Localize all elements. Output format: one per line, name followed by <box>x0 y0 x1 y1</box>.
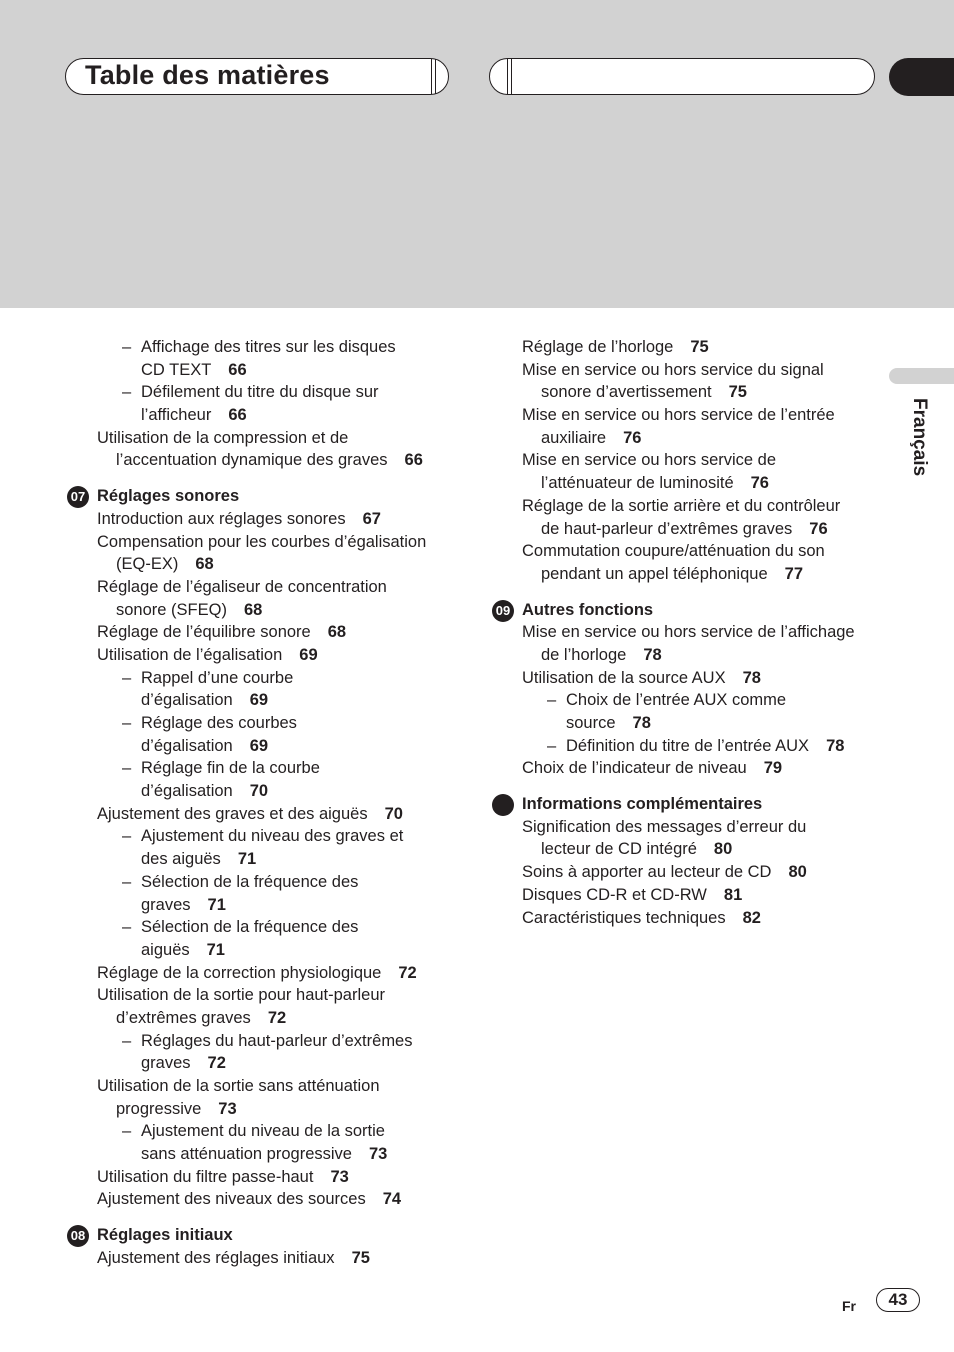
entry-page-number: 76 <box>750 474 769 493</box>
page-title: Table des matières <box>85 60 330 90</box>
entry-text: Réglage de l’égaliseur de concentration <box>97 577 387 596</box>
toc-entry[interactable] <box>491 336 891 359</box>
subentry-dash: – <box>122 338 132 356</box>
entry-text: Mise en service ou hors service de l’affichage <box>522 623 855 642</box>
entry-text: Réglage de l’équilibre sonore <box>97 623 311 642</box>
entry-page-number: 75 <box>728 383 747 402</box>
entry-text: Utilisation de la source AUX <box>522 668 726 687</box>
entry-text: sonore (SFEQ) <box>116 600 227 619</box>
toc-subentry[interactable] <box>66 336 466 359</box>
section-heading[interactable] <box>66 1224 466 1247</box>
entry-page-number: 67 <box>362 509 381 528</box>
entry-page-number: 66 <box>404 451 423 470</box>
toc-subentry[interactable] <box>66 381 466 404</box>
toc-entry[interactable] <box>66 621 466 644</box>
toc-entry[interactable] <box>491 757 891 780</box>
entry-page-number: 76 <box>623 428 642 447</box>
entry-text: Défilement du titre du disque sur <box>141 383 379 402</box>
entry-page-number: 73 <box>218 1099 237 1118</box>
toc-subentry[interactable] <box>66 894 466 917</box>
entry-text: Réglage fin de la courbe <box>141 759 320 778</box>
toc-entry[interactable] <box>491 495 891 518</box>
subentry-dash: – <box>122 759 132 778</box>
entry-text: l’accentuation dynamique des graves <box>116 451 388 470</box>
section-heading[interactable] <box>66 485 466 508</box>
toc-subentry[interactable] <box>66 1052 466 1075</box>
blank-header-box <box>489 58 875 95</box>
entry-text: auxiliaire <box>541 428 607 447</box>
entry-text: Réglage de la sortie arrière et du contrôleur <box>522 496 841 515</box>
entry-text: Réglage de l’horloge <box>522 338 674 356</box>
subentry-dash: – <box>122 668 132 687</box>
subentry-dash: – <box>547 736 557 755</box>
entry-text: Ajustement des réglages initiaux <box>97 1248 335 1267</box>
toc-entry[interactable] <box>491 621 891 644</box>
entry-page-number: 72 <box>207 1054 226 1073</box>
entry-text: Utilisation de la sortie sans atténuation <box>97 1077 380 1095</box>
entry-text: Réglage de la correction physiologique <box>97 963 382 982</box>
entry-page-number: 75 <box>690 338 709 356</box>
entry-text: Utilisation de la sortie pour haut-parleur <box>97 986 385 1005</box>
toc-entry[interactable] <box>491 540 891 563</box>
toc-entry[interactable] <box>66 644 466 667</box>
entry-text: Mise en service ou hors service de <box>522 451 777 470</box>
entry-text: Signification des messages d’erreur du <box>522 817 807 836</box>
entry-page-number: 75 <box>351 1248 370 1267</box>
toc-entry[interactable] <box>491 404 891 427</box>
entry-text: d’extrêmes graves <box>116 1008 251 1027</box>
toc-subentry[interactable] <box>66 735 466 758</box>
entry-text: des aiguës <box>141 850 221 869</box>
subentry-dash: – <box>122 827 132 846</box>
toc-subentry[interactable] <box>491 735 891 758</box>
title-box <box>65 58 449 95</box>
subentry-dash: – <box>122 872 132 891</box>
toc-entry[interactable] <box>66 1075 466 1098</box>
entry-text: (EQ-EX) <box>116 555 179 574</box>
entry-text: lecteur de CD intégré <box>541 840 697 859</box>
entry-text: graves <box>141 895 191 914</box>
section-number-badge: 08 <box>67 1225 89 1247</box>
entry-page-number: 74 <box>382 1190 402 1209</box>
entry-text: Soins à apporter au lecteur de CD <box>522 863 772 882</box>
entry-page-number: 81 <box>723 885 743 904</box>
entry-page-number: 78 <box>826 736 845 755</box>
entry-text: pendant un appel téléphonique <box>541 564 768 583</box>
subentry-dash: – <box>547 691 557 710</box>
entry-page-number: 71 <box>206 940 225 959</box>
toc-entry[interactable] <box>66 1166 466 1189</box>
entry-page-number: 68 <box>327 623 347 642</box>
entry-text: Introduction aux réglages sonores <box>97 509 346 528</box>
toc-entry[interactable] <box>66 1098 466 1121</box>
entry-page-number: 82 <box>742 908 761 927</box>
entry-text: Sélection de la fréquence des <box>141 872 359 891</box>
entry-text: d’égalisation <box>141 691 233 710</box>
toc-entry[interactable] <box>491 907 891 930</box>
section-title: Réglages initiaux <box>97 1226 233 1245</box>
entry-text: Commutation coupure/atténuation du son <box>522 542 825 561</box>
entry-page-number: 80 <box>788 863 807 882</box>
subentry-dash: – <box>122 1122 132 1141</box>
entry-text: d’égalisation <box>141 736 233 755</box>
entry-page-number: 76 <box>809 519 828 538</box>
entry-text: source <box>566 714 616 732</box>
toc-entry[interactable] <box>66 508 466 531</box>
entry-page-number: 73 <box>368 1145 388 1164</box>
toc-subentry[interactable] <box>66 689 466 712</box>
section-tab <box>889 58 954 96</box>
entry-text: l’atténuateur de luminosité <box>541 474 734 493</box>
toc-entry[interactable] <box>491 861 891 884</box>
entry-page-number: 69 <box>249 691 269 710</box>
entry-text: Sélection de la fréquence des <box>141 918 359 937</box>
toc-entry[interactable] <box>66 984 466 1007</box>
toc-subentry[interactable] <box>66 825 466 848</box>
toc-entry[interactable] <box>66 1007 466 1030</box>
toc-subentry[interactable] <box>491 712 891 735</box>
entry-page-number: 78 <box>632 714 651 732</box>
toc-subentry[interactable] <box>66 848 466 871</box>
entry-text: aiguës <box>141 940 190 959</box>
section-heading[interactable] <box>491 599 891 622</box>
toc-entry[interactable] <box>66 1247 466 1270</box>
toc-entry[interactable] <box>66 576 466 599</box>
toc-entry[interactable] <box>66 599 466 622</box>
toc-entry[interactable] <box>491 449 891 472</box>
entry-text: CD TEXT <box>141 360 212 379</box>
entry-text: sans atténuation progressive <box>141 1145 352 1164</box>
entry-page-number: 78 <box>742 668 761 687</box>
toc-subentry[interactable] <box>66 757 466 780</box>
language-label: Français <box>909 398 930 477</box>
entry-text: progressive <box>116 1099 202 1118</box>
toc-subentry[interactable] <box>66 712 466 735</box>
entry-text: Utilisation du filtre passe-haut <box>97 1167 314 1186</box>
entry-text: Utilisation de l’égalisation <box>97 645 283 664</box>
language-code: Fr <box>842 1298 856 1314</box>
entry-text: Utilisation de la compression et de <box>97 428 349 447</box>
entry-text: Définition du titre de l’entrée AUX <box>566 736 810 755</box>
language-tab <box>889 368 954 384</box>
toc-subentry[interactable] <box>66 1030 466 1053</box>
entry-page-number: 77 <box>784 564 803 583</box>
entry-page-number: 72 <box>267 1008 287 1027</box>
entry-text: Ajustement du niveau des graves et <box>141 827 404 846</box>
entry-page-number: 70 <box>384 804 403 823</box>
subentry-dash: – <box>122 1031 132 1050</box>
section-title: Autres fonctions <box>522 600 654 619</box>
toc-entry[interactable] <box>66 427 466 450</box>
toc-entry[interactable] <box>66 803 466 826</box>
entry-text: graves <box>141 1054 191 1073</box>
entry-text: Choix de l’indicateur de niveau <box>522 759 747 778</box>
toc-entry[interactable] <box>491 816 891 839</box>
toc-entry[interactable] <box>491 472 891 495</box>
entry-page-number: 71 <box>207 895 226 914</box>
toc-right-column <box>491 336 891 929</box>
entry-page-number: 66 <box>228 360 247 379</box>
section-heading[interactable] <box>491 793 891 816</box>
toc-subentry[interactable] <box>66 667 466 690</box>
entry-page-number: 68 <box>195 555 214 574</box>
entry-text: Disques CD-R et CD-RW <box>522 885 707 904</box>
toc-entry[interactable] <box>491 667 891 690</box>
page-number: 43 <box>876 1288 920 1312</box>
entry-text: Mise en service ou hors service de l’entrée <box>522 406 835 425</box>
subentry-dash: – <box>122 714 132 732</box>
toc-entry[interactable] <box>491 838 891 861</box>
section-number-badge: 07 <box>67 486 89 508</box>
toc-subentry[interactable] <box>66 1143 466 1166</box>
entry-page-number: 68 <box>243 600 263 619</box>
entry-page-number: 78 <box>643 645 662 664</box>
entry-text: Ajustement des niveaux des sources <box>97 1190 366 1209</box>
entry-text: Mise en service ou hors service du signal <box>522 360 824 379</box>
section-title: Réglages sonores <box>97 487 240 506</box>
toc-entry[interactable] <box>491 518 891 541</box>
title-box-divider <box>431 59 436 94</box>
toc-entry[interactable] <box>66 553 466 576</box>
entry-text: Compensation pour les courbes d’égalisation <box>97 532 427 551</box>
toc-entry[interactable] <box>66 1188 466 1211</box>
toc-entry[interactable] <box>491 563 891 586</box>
toc-subentry[interactable] <box>491 689 891 712</box>
entry-page-number: 69 <box>249 736 269 755</box>
subentry-dash: – <box>122 918 132 937</box>
entry-text: d’égalisation <box>141 782 233 801</box>
toc-subentry[interactable] <box>66 939 466 962</box>
entry-text: l’afficheur <box>141 406 212 425</box>
toc-subentry[interactable] <box>66 404 466 427</box>
toc-entry[interactable] <box>66 962 466 985</box>
entry-text: Réglages du haut-parleur d’extrêmes <box>141 1031 413 1050</box>
entry-text: Ajustement des graves et des aiguës <box>97 804 368 823</box>
entry-page-number: 72 <box>398 963 417 982</box>
section-title: Informations complémentaires <box>522 795 763 814</box>
entry-text: Réglage des courbes <box>141 714 297 732</box>
entry-page-number: 66 <box>228 406 247 425</box>
entry-page-number: 71 <box>237 850 257 869</box>
entry-page-number: 69 <box>299 645 318 664</box>
section-number-badge: 09 <box>492 600 514 622</box>
toc-entry[interactable] <box>491 381 891 404</box>
toc-entry[interactable] <box>491 359 891 382</box>
entry-text: de l’horloge <box>541 645 627 664</box>
toc-subentry[interactable] <box>66 871 466 894</box>
toc-subentry[interactable] <box>66 1120 466 1143</box>
entry-page-number: 79 <box>763 759 783 778</box>
subentry-dash: – <box>122 383 132 402</box>
entry-text: Choix de l’entrée AUX comme <box>566 691 787 710</box>
entry-text: Ajustement du niveau de la sortie <box>141 1122 385 1141</box>
toc-entry[interactable] <box>491 884 891 907</box>
blank-box-divider <box>507 59 512 94</box>
toc-entry[interactable] <box>66 531 466 554</box>
toc-left-column <box>66 336 466 1270</box>
toc-subentry[interactable] <box>66 916 466 939</box>
entry-page-number: 73 <box>330 1167 349 1186</box>
entry-page-number: 70 <box>249 782 269 801</box>
entry-text: de haut-parleur d’extrêmes graves <box>541 519 793 538</box>
entry-text: sonore d’avertissement <box>541 383 712 402</box>
toc-entry[interactable] <box>491 427 891 450</box>
toc-entry[interactable] <box>491 644 891 667</box>
toc-entry[interactable] <box>66 449 466 472</box>
toc-subentry[interactable] <box>66 780 466 803</box>
toc-subentry[interactable] <box>66 359 466 382</box>
entry-page-number: 80 <box>713 840 733 859</box>
entry-text: Rappel d’une courbe <box>141 668 294 687</box>
section-number-badge <box>492 794 514 816</box>
entry-text: Affichage des titres sur les disques <box>141 338 396 356</box>
entry-text: Caractéristiques techniques <box>522 908 726 927</box>
header-band <box>0 0 954 308</box>
